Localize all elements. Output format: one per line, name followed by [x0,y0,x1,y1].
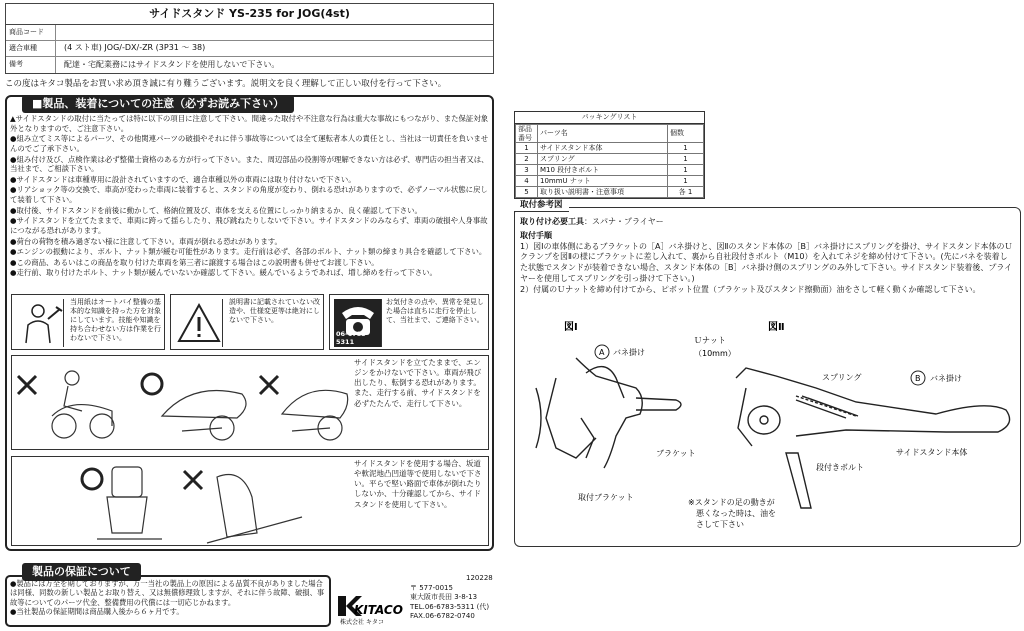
spec-key: 備考 [6,57,56,73]
packing-cell: スプリング [538,154,668,165]
procedure-label: 取付手順 [520,230,552,240]
packing-cell: 1 [668,143,704,154]
spec-value: (4 スト車) JOG/-DX/-ZR (3P31 ～ 38) [64,43,206,53]
intro-text: この度はキタコ製品をお買い求め頂き誠に有り難うございます。説明文を良く理解して正しい取付を行って下さい。 [5,79,447,89]
phone-icon [334,299,382,347]
b-letter: B [915,374,921,383]
company-postal: 〒 577-0015 [410,584,453,592]
install-heading: 取付参考図 [514,200,569,212]
warning-icon [175,299,223,347]
packing-cell: 1 [668,176,704,187]
spring-label: スプリング [822,373,862,382]
caution-item: ●この商品、あるいはこの商品を取り付けた車両を第三者に譲渡する場合はこの説明書も併せてお渡し下さい。 [10,257,379,267]
caution-list [10,114,490,279]
company-fax: FAX.06-6782-0740 [410,612,475,621]
company-address: 東大阪市長田 3-8-13 [410,593,478,602]
mechanic-icon [16,299,64,347]
packing-cell: M10 段付きボルト [538,165,668,176]
product-title: サイドスタンド YS-235 for JOG(4st) [6,4,493,25]
oil-note: ※スタンドの足の動きが 悪くなった時は、油を さして下さい [688,498,776,529]
a-letter: A [599,348,605,357]
logo-text: KITACO [354,603,403,617]
packing-header [516,124,704,143]
install-step: 2）付属のＵナットを締め付けてから、ピボット位置（ブラケット及びスタンド擦動面）油をさして軽く動くか確認して下さい。 [520,284,981,294]
notice-skill [11,294,165,350]
caution-item: ●エンジンの振動により、ボルト、ナット類が緩む可能性があります。走行前は必ず、各部のボルト、ナット類の締まり具合を確認して下さい。 [10,247,487,257]
spec-row [6,25,493,41]
tools-value: ：スパナ・プライヤー [584,217,664,226]
install-figure [516,318,1019,544]
notice-text: 当用紙はオートバイ整備の基本的な知識を持った方を対象にしています。技能や知識を持ち合わせない方は作業を行わないで下さい。 [70,298,161,343]
illustration-engine-warning [11,355,489,450]
doc-code: 120228 [466,574,493,582]
illustration-text: サイドスタンドを使用する場合、坂道や軟泥地凸凹道等で使用しないで下さい。平らで堅い路面で車体が倒れたりしないか、十分確認してから、サイドスタンドを使用して下さい。 [354,459,482,509]
table-row [516,143,704,154]
packing-cell: 1 [516,143,538,154]
warranty-heading: 製品の保証について [22,563,141,581]
company-tel: TEL.06-6783-5311 (代) [410,602,490,611]
caution-item: ●組み付け及び、点検作業は必ず整備士資格のある方が行って下さい。また、周辺部品の役割等が理解できない方は必ず、専門店の担当者又は、当社まで、ご相談下さい。 [10,154,489,174]
caution-item: ●組み立てミス等によるパーツ、その他関連パーツの破損やそれに伴う事故等については全て運転者本人の責任とし、当社は一切責任を負いませんのでご了承下さい。 [10,134,489,153]
packing-title: パッキングリスト [515,112,704,124]
spec-value: 配達・宅配業務にはサイドスタンドを使用しないで下さい。 [64,59,280,69]
packing-cell: 5 [516,187,538,198]
packing-header-cell: 個数 [668,124,704,143]
logo-subtext: 株式会社 キタコ [340,619,384,626]
spec-row [6,41,493,57]
packing-cell: 3 [516,165,538,176]
bracket-label: ブラケット [656,449,696,458]
mount-bracket-label: 取付ブラケット [578,493,634,502]
caution-item: ●取付後、サイドスタンドを前後に動かして、格納位置及び、車体を支える位置にしっかり納まるか、良く確認して下さい。 [10,205,422,215]
table-row [516,187,704,198]
packing-cell: 各 1 [668,187,704,198]
company-info [410,584,489,622]
caution-heading: ■製品、装着についての注意（必ずお読み下さい） [22,95,294,113]
scooter-illustration [12,356,352,449]
stand-drawing [736,368,1010,508]
notice-text: 説明書に記載されていない改造や、仕様変更等は絶対にしないで下さい。 [229,298,320,325]
install-step: 1）図Ⅰの車体側にあるブラケットの［A］バネ掛けと、図Ⅱのスタンド本体の［B］バネ掛けにスプリングを掛け、サイドスタンド本体のＵクランプを図Ⅱの様にブラケットに差し入れて、裏から自社段付きボルト（M10）を入れてネジを締め付けて下さい。(先にバネを装着した状態でスタンドが装着できない場合、スタンド本体の［B］バネ掛け側のスプリングのみ外して下さい。サイドスタンド装着後、プライヤーを使用してスプリングを引っ掛けて下さい。) [520,241,1013,283]
table-row [516,154,704,165]
notice-text: お気付きの点や、異常を発見した場合は直ちに走行を停止して、当社まで、ご連絡下さい。 [386,298,484,325]
fig1-label: 図Ⅰ [564,322,578,333]
packing-list [514,111,705,199]
stand-body-label: サイドスタンド本体 [896,448,968,457]
table-row [516,165,704,176]
caution-item: ●走行前、取り付けたボルト、ナット類が緩んでいないか確認して下さい。緩んでいるようであれば、増し締めを行って下さい。 [10,268,437,278]
packing-cell: 1 [668,154,704,165]
packing-table [515,124,704,199]
u-nut-label: Ｕナット [694,336,726,345]
packing-header-cell: パーツ名 [538,124,668,143]
notice-modification [170,294,324,350]
illustration-text: サイドスタンドを立てたままで、エンジンをかけないで下さい。車両が飛び出したり、転倒する恐れがあります。また、走行する前、サイドスタンドを必ずたたんで、走行して下さい。 [354,358,482,408]
a-hook-label: バネ掛け [613,348,645,357]
packing-cell: 4 [516,176,538,187]
b-hook-label: バネ掛け [930,374,962,383]
stand-illustration [12,457,352,545]
notice-contact [329,294,489,350]
u-nut-size: （10mm） [694,349,736,358]
spec-key: 適合車種 [6,41,56,56]
packing-cell: 2 [516,154,538,165]
caution-item: ●サイドスタンドは車種専用に設計されていますので、適合車種以外の車両には取り付けないで下さい。 [10,174,356,184]
install-instructions [520,217,1015,296]
packing-cell: 10mmU ナット [538,176,668,187]
packing-cell: サイドスタンド本体 [538,143,668,154]
caution-item: ●リアショック等の交換で、車高が変わった車両に装着すると、スタンドの角度が変わり、倒れる恐れがありますので、必ずノーマル状態に戻して装着して下さい。 [10,185,488,204]
table-row [516,176,704,187]
tools-label: 取り付け必要工具 [520,217,584,226]
spec-table [5,3,494,74]
step-bolt-label: 段付きボルト [816,463,864,472]
packing-cell: 取り扱い説明書・注意事項 [538,187,668,198]
phone-number: 06-6783-5311 [336,329,369,346]
caution-item: ▲サイドスタンドの取付に当たっては特に以下の項目に注意して下さい。間違った取付や不注意な行為は重大な事故にもつながり、また保証対象外となりますので、ご注意下さい。 [10,114,489,133]
kitaco-logo [336,592,404,626]
spec-row [6,57,493,73]
caution-item: ●荷台の荷物を積み過ぎない様に注意して下さい。車両が倒れる恐れがあります。 [10,236,282,246]
fig2-label: 図Ⅱ [768,322,785,333]
caution-item: ●サイドスタンドを立てたままで、車両に跨って揺らしたり、飛び跳ねたりしないで下さい。サイドスタンドのみならず、車両の破損や人身事故につながる恐れがあります。 [10,216,488,235]
packing-header-cell: 部品番号 [516,124,538,143]
spec-key: 商品コード [6,25,56,40]
illustration-slope-warning [11,456,489,546]
packing-cell: 1 [668,165,704,176]
warranty-text: ●製品には万全を期しておりますが、万一当社の製品上の原因による品質不良がありました場合は同様、同数の新しい製品とお取り替え、又は無償修理致しますが、それに伴う故障、破損、事故等についてのパーツ代金、整備費用の代償には一切応じかねます。 ●当社製品の保証期間は商品購入後から６ヶ月です。 [10,579,325,617]
